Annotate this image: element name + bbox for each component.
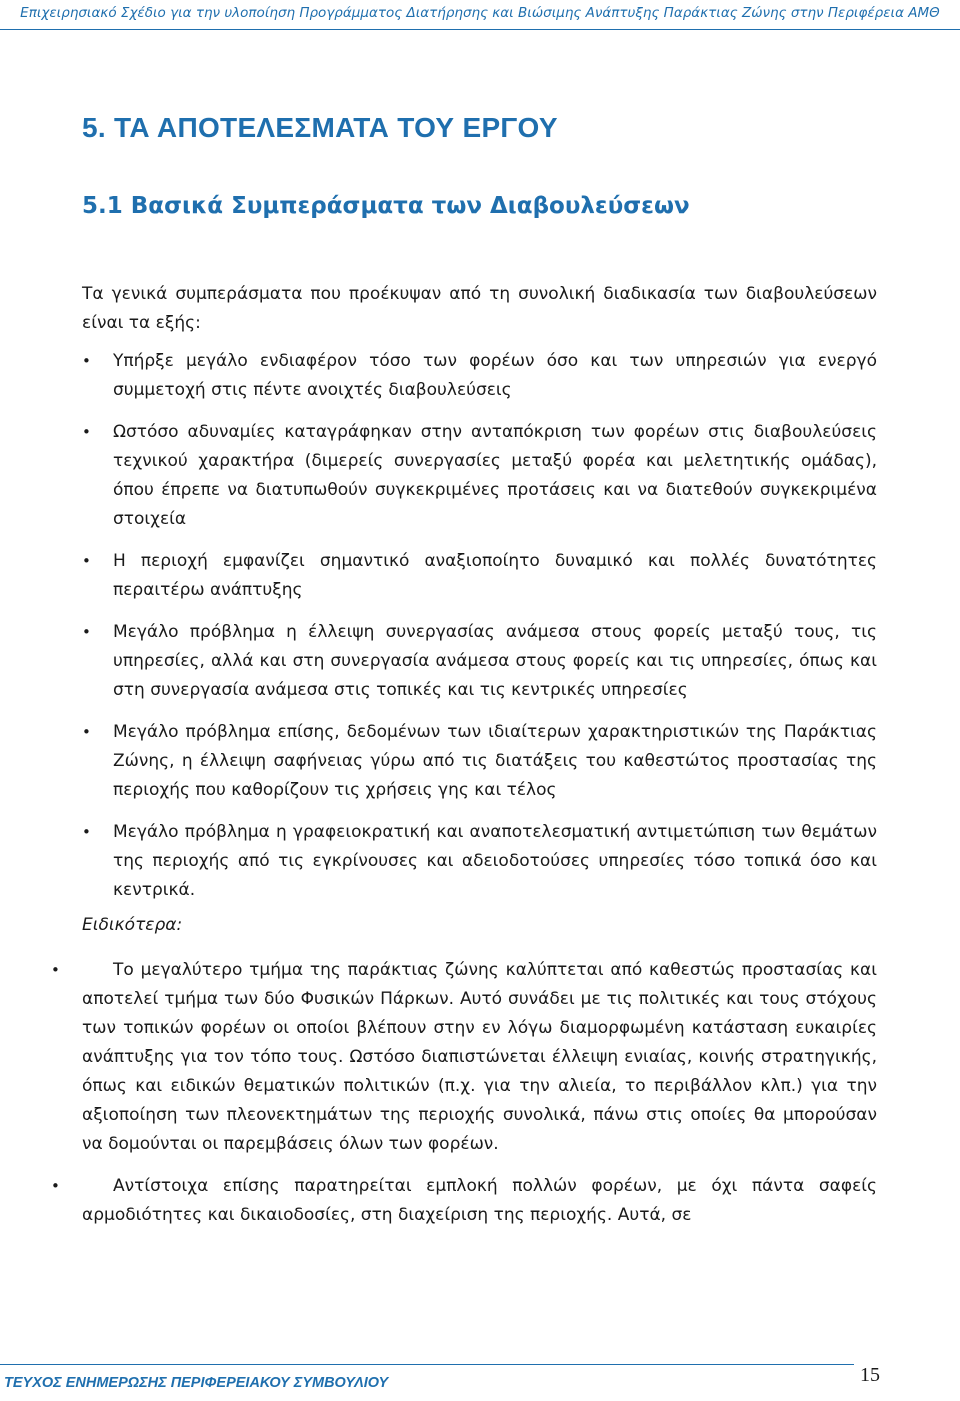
section-title: 5.1 Βασικά Συμπεράσματα των Διαβουλεύσεων [82,193,690,219]
list-item [51,956,877,1159]
bullet-icon: • [82,723,91,741]
document-body [51,280,877,1243]
list-item [82,418,877,534]
bullet-icon: • [82,552,91,570]
list-item-text: Μεγάλο πρόβλημα επίσης, δεδομένων των ιδιαίτερων χαρακτηριστικών της Παράκτιας Ζώνης, η έλλειψη σαφήνειας γύρω από τις διατάξεις του καθεστώτος προστασίας της περιοχής που καθορίζουν τις χρήσεις γης και τέλος [113,722,877,800]
running-header-text: Επιχειρησιακό Σχέδιο για την υλοποίηση Προγράμματος Διατήρησης και Βιώσιμης Ανάπτυξης Παράκτιας Ζώνης στην Περιφέρεια ΑΜΘ [20,5,940,21]
list-item [51,1172,877,1230]
bullet-icon: • [51,961,60,979]
list-item [82,818,877,905]
list-item-text: Η περιοχή εμφανίζει σημαντικό αναξιοποίητο δυναμικό και πολλές δυνατότητες περαιτέρω ανάπτυξης [113,551,877,600]
bullet-icon: • [51,1177,60,1195]
bullet-icon: • [82,623,91,641]
bullet-icon: • [82,823,91,841]
list-item [82,547,877,605]
subheading-specifically: Ειδικότερα: [82,915,183,935]
list-item-text: Αντίστοιχα επίσης παρατηρείται εμπλοκή πολλών φορέων, με όχι πάντα σαφείς αρμοδιότητες και δικαιοδοσίες, στη διαχείριση της περιοχής. Αυτά, σε [82,1176,877,1225]
running-header [0,0,960,34]
list-item [82,718,877,805]
conclusions-list [82,347,877,905]
bullet-icon: • [82,423,91,441]
list-item-text: Ωστόσο αδυναμίες καταγράφηκαν στην ανταπόκριση των φορέων στις διαβουλεύσεις τεχνικού χαρακτήρα (διμερείς συνεργασίες μεταξύ φορέα και μελετητικής ομάδας), όπου έπρεπε να διατυπωθούν συγκεκριμένες προτάσεις και να διατεθούν συγκεκριμένα στοιχεία [113,422,877,529]
bullet-icon: • [82,352,91,370]
intro-paragraph: Τα γενικά συμπεράσματα που προέκυψαν από τη συνολική διαδικασία των διαβουλεύσεων είναι τα εξής: [82,284,877,333]
list-item-text: Μεγάλο πρόβλημα η γραφειοκρατική και αναποτελεσματική αντιμετώπιση των θεμάτων της περιοχής από τις εγκρίνουσες και αδειοδοτούσες υπηρεσίες τόσο τοπικά όσο και κεντρικά. [113,822,877,900]
list-item-text: Υπήρξε μεγάλο ενδιαφέρον τόσο των φορέων όσο και των υπηρεσιών για ενεργό συμμετοχή στις πέντε ανοιχτές διαβουλεύσεις [113,351,877,400]
list-item [82,347,877,405]
list-item-text: Το μεγαλύτερο τμήμα της παράκτιας ζώνης καλύπτεται από καθεστώς προστασίας και αποτελεί τμήμα των δύο Φυσικών Πάρκων. Αυτό συνάδει με τις πολιτικές και τους στόχους των τοπικών φορέων οι οποίοι βλέπουν στην εν λόγω διαμορφωμένη κατάσταση ευκαιρίες ανάπτυξης για τον τόπο τους. Ωστόσο διαπιστώνεται έλλειψη ενιαίας, κοινής στρατηγικής, όπως και ειδικών θεματικών πολιτικών (π.χ. για την αλιεία, το περιβάλλον κλπ.) για την αξιοποίηση των πλεονεκτημάτων της περιοχής συνολικά, πάνω στις οποίες θα μπορούσαν να δομούνται οι παρεμβάσεις όλων των φορέων. [82,960,877,1154]
footer-title: ΤΕΥΧΟΣ ΕΝΗΜΕΡΩΣΗΣ ΠΕΡΙΦΕΡΕΙΑΚΟΥ ΣΥΜΒΟΥΛΙΟΥ [0,1364,854,1389]
chapter-title: 5. ΤΑ ΑΠΟΤΕΛΕΣΜΑΤΑ ΤΟΥ ΕΡΓΟΥ [82,112,558,143]
list-item [82,618,877,705]
specific-list [51,956,877,1230]
page-number: 15 [860,1364,880,1386]
list-item-text: Μεγάλο πρόβλημα η έλλειψη συνεργασίας ανάμεσα στους φορείς μεταξύ τους, τις υπηρεσίες, αλλά και στη συνεργασία ανάμεσα στους φορείς και τις υπηρεσίες, όπως και στη συνεργασία ανάμεσα στις τοπικές και τις κεντρικές υπηρεσίες [113,622,877,700]
